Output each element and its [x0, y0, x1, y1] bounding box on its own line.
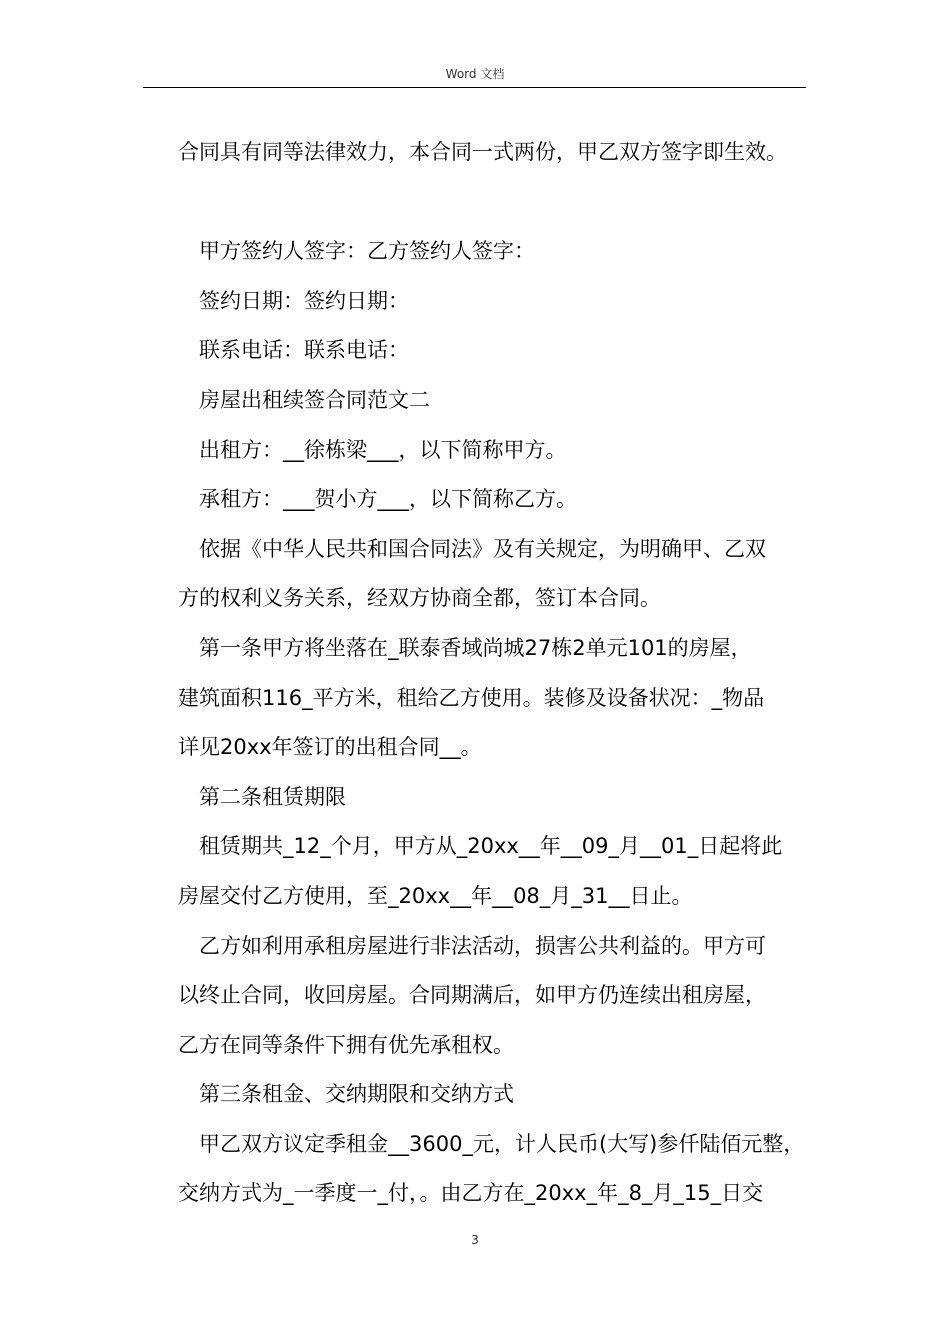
paragraph-line: 建筑面积116_平方米，租给乙方使用。装修及设备状况：_物品 [178, 685, 765, 710]
document-body [178, 128, 818, 1219]
blank-line [178, 178, 818, 228]
paragraph-line: 乙方如利用承租房屋进行非法活动，损害公共利益的。甲方可 [199, 933, 766, 958]
paragraph-line: 乙方在同等条件下拥有优先承租权。 [178, 1032, 514, 1057]
article-heading: 第三条租金、交纳期限和交纳方式 [199, 1082, 514, 1107]
paragraph-line: 租赁期共_12_个月，甲方从_20xx__年__09_月__01_日起将此 [199, 834, 783, 859]
paragraph-line: 甲方签约人签字：乙方签约人签字： [199, 239, 535, 264]
paragraph-line: 详见20xx年签订的出租合同__。 [178, 735, 482, 760]
paragraph-line: 依据《中华人民共和国合同法》及有关规定，为明确甲、乙双 [199, 536, 766, 561]
section-heading: 房屋出租续签合同范文二 [199, 387, 430, 412]
paragraph-line: 签约日期：签约日期： [199, 288, 409, 313]
paragraph-line: 方的权利义务关系，经双方协商全都，签订本合同。 [178, 586, 661, 611]
page-header: Word 文档 [445, 67, 505, 81]
paragraph-line: 房屋交付乙方使用，至_20xx__年__08_月_31__日止。 [178, 883, 693, 908]
page-number: 3 [471, 1233, 479, 1247]
paragraph-line: 合同具有同等法律效力，本合同一式两份，甲乙双方签字即生效。 [178, 140, 787, 164]
paragraph-line: 联系电话：联系电话： [199, 338, 409, 363]
paragraph-line: 甲乙双方议定季租金__3600_元，计人民币(大写)参仟陆佰元整， [199, 1131, 805, 1156]
paragraph-line: 交纳方式为_一季度一_付，。由乙方在_20xx_年_8_月_15_日交 [178, 1181, 764, 1206]
article-heading: 第二条租赁期限 [199, 784, 346, 809]
paragraph-line: 以终止合同，收回房屋。合同期满后，如甲方仍连续出租房屋， [178, 983, 766, 1008]
header-divider [143, 87, 806, 88]
paragraph-line: 出租方：__徐栋梁___，以下简称甲方。 [199, 437, 567, 462]
paragraph-line: 第一条甲方将坐落在_联泰香域尚城27栋2单元101的房屋， [199, 635, 752, 660]
paragraph-line: 承租方：___贺小方___，以下简称乙方。 [199, 487, 577, 512]
